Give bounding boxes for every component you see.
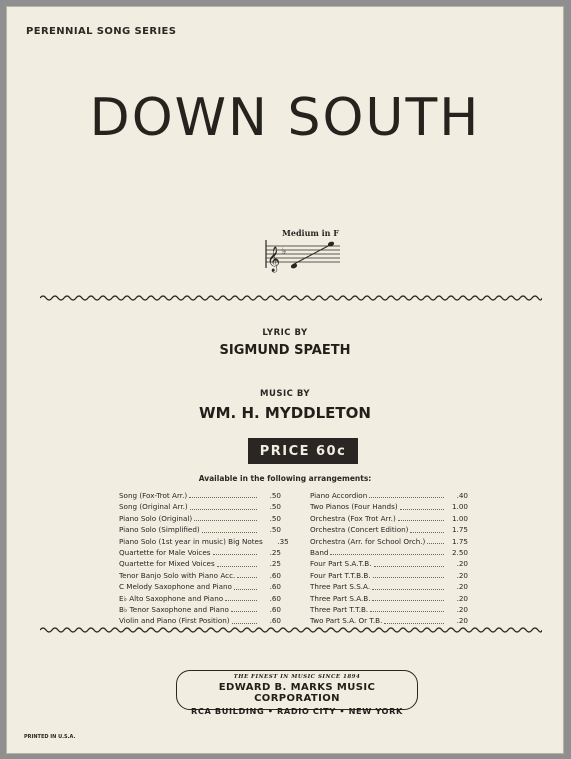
arrangement-row: Two Pianos (Four Hands) 1.00 [310,502,468,512]
sheet-music-cover [6,6,564,754]
printed-note: PRINTED IN U.S.A. [24,734,76,740]
arrangement-row: Two Part S.A. Or T.B. .20 [310,616,468,626]
arrangement-row: Quartette for Male Voices .25 [119,547,281,557]
price-badge: PRICE 60c [248,438,358,464]
arrangement-row: C Melody Saxophone and Piano .60 [119,582,281,592]
arrangement-row: Three Part S.A.B. .20 [310,593,468,603]
lyric-heading: LYRIC BY [262,328,308,338]
arrangement-row: Three Part T.T.B. .20 [310,604,468,614]
arrangement-row: Piano Accordion .40 [310,491,468,500]
composer-name: WM. H. MYDDLETON [199,404,371,422]
arrangement-row: Song (Original Arr.) .50 [119,502,281,512]
arrangement-row: Orchestra (Arr. for School Orch.) 1.75 [310,536,468,546]
range-label: Medium in F [282,228,339,238]
publisher-name: EDWARD B. MARKS MUSIC CORPORATION [218,682,376,704]
wavy-divider-top [40,294,542,302]
arrangement-row: Band 2.50 [310,547,468,557]
svg-text:𝄞: 𝄞 [267,247,281,272]
arrangements-heading: Available in the following arrangements: [198,474,372,483]
publisher-address: RCA BUILDING • RADIO CITY • NEW YORK [191,706,403,716]
arrangement-row: Piano Solo (Simplified) .50 [119,525,281,535]
publisher-box [176,670,418,716]
svg-text:♭: ♭ [282,247,287,257]
arrangement-row: Four Part S.A.T.B. .20 [310,559,468,569]
arrangement-row: Piano Solo (Original) .50 [119,513,281,523]
arrangement-row: B♭ Tenor Saxophone and Piano .60 [119,604,281,614]
arrangement-row: Song (Fox-Trot Arr.) .50 [119,491,281,500]
arrangement-row: Quartette for Mixed Voices .25 [119,559,281,569]
lyricist-name: SIGMUND SPAETH [219,343,351,358]
publisher-tagline: THE FINEST IN MUSIC SINCE 1894 [233,674,361,680]
vocal-range-indicator [254,228,364,280]
arrangements-list-right [310,490,468,627]
arrangement-row: Three Part S.S.A. .20 [310,582,468,592]
music-staff-icon [254,228,364,280]
arrangement-row: Orchestra (Fox Trot Arr.) 1.00 [310,513,468,523]
arrangement-row: Tenor Banjo Solo with Piano Acc. .60 [119,570,281,580]
arrangement-row: Violin and Piano (First Position) .60 [119,616,281,626]
music-heading: MUSIC BY [259,389,310,399]
arrangement-row: Piano Solo (1st year in music) Big Notes .35 [119,536,289,546]
arrangement-row: Four Part T.T.B.B. .20 [310,570,468,580]
arrangements-list-left [119,490,289,627]
song-title: DOWN SOUTH [89,88,481,148]
wavy-divider-bottom [40,626,542,634]
arrangement-row: Orchestra (Concert Edition) 1.75 [310,525,468,535]
series-label: PERENNIAL SONG SERIES [26,26,177,37]
arrangement-row: E♭ Alto Saxophone and Piano .60 [119,593,281,603]
